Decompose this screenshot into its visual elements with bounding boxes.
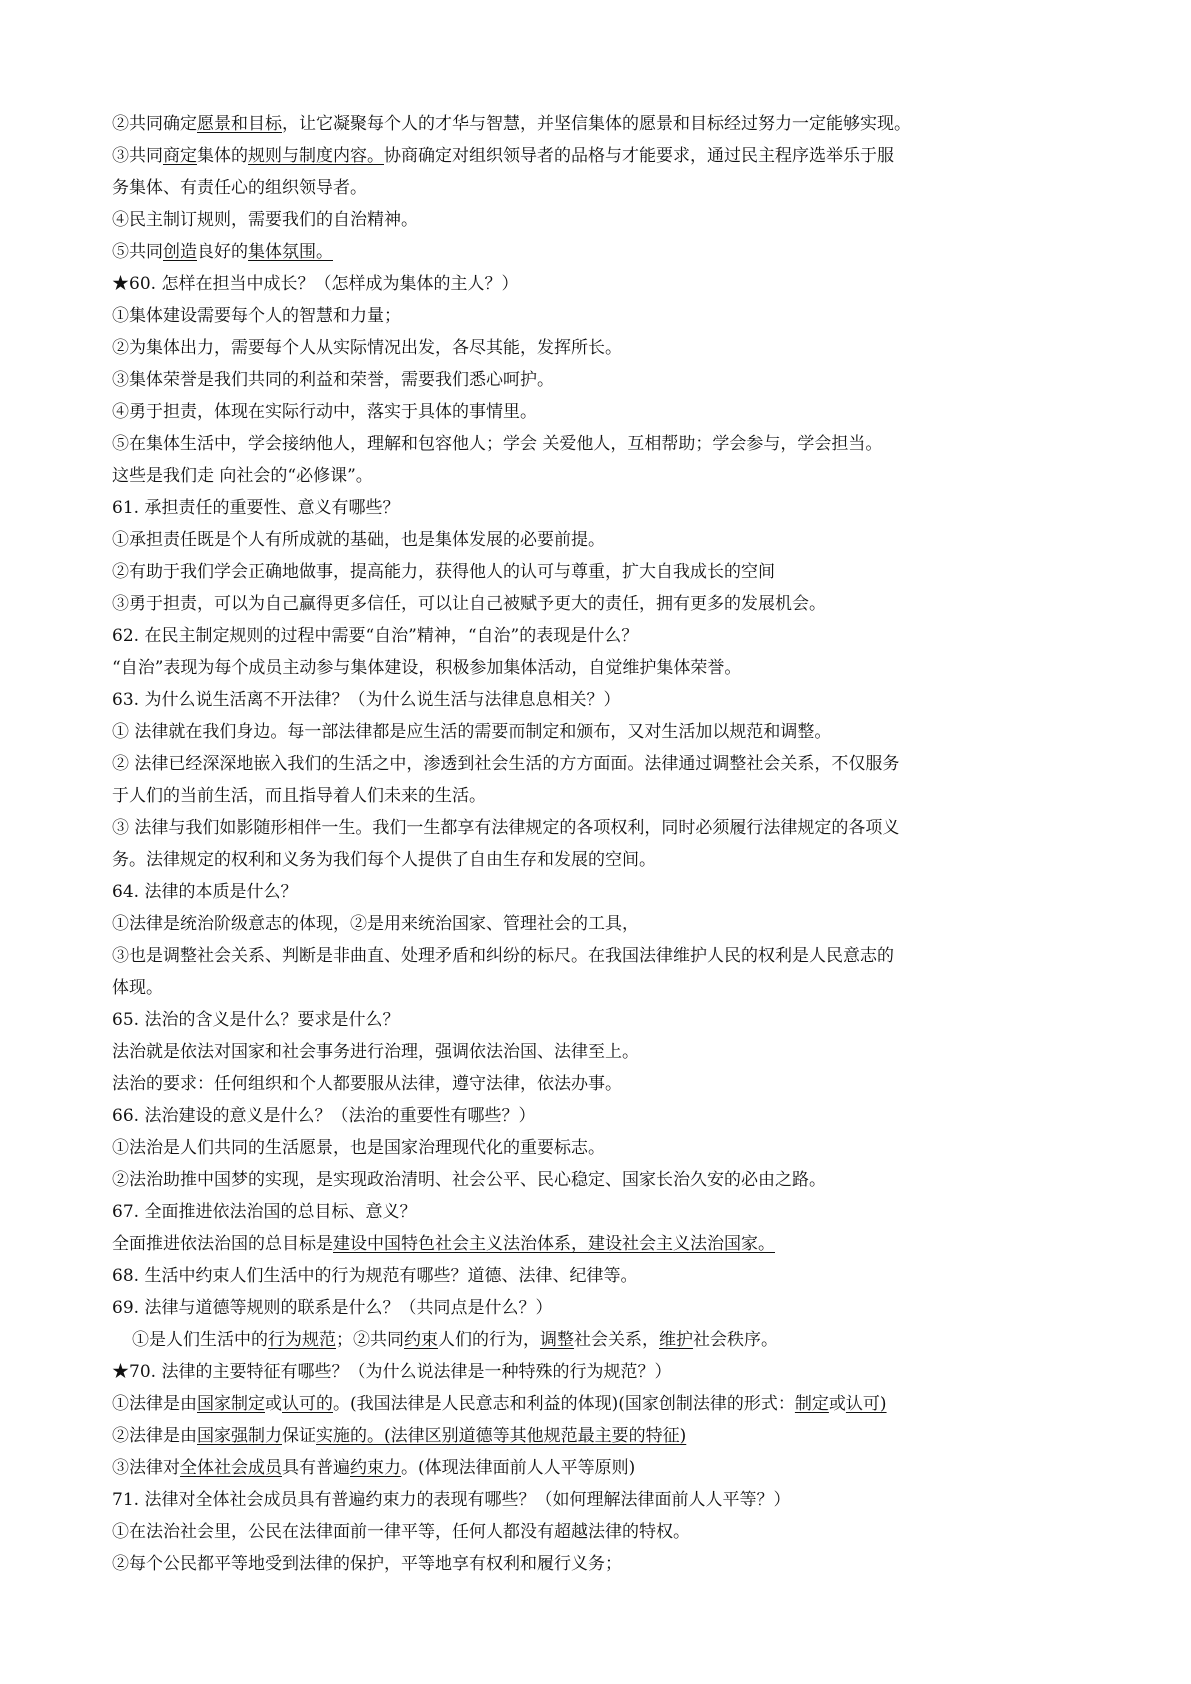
text-line [112, 556, 1092, 588]
text-line [112, 1196, 1092, 1228]
text-line [112, 780, 1092, 812]
text-segment: ① 法律就在我们身边。每一部法律都是应生活的需要而制定和颁布，又对生活加以规范和调整。 [112, 722, 832, 742]
text-segment: ③勇于担责，可以为自己赢得更多信任，可以让自己被赋予更大的责任，拥有更多的发展机会。 [112, 594, 826, 614]
text-segment: 或 [828, 1394, 846, 1414]
text-line [112, 460, 1092, 492]
text-segment: ②法律是由 [112, 1426, 197, 1446]
text-segment: ③集体荣誉是我们共同的利益和荣誉，需要我们悉心呵护。 [112, 370, 554, 390]
text-line [112, 1228, 1092, 1260]
underlined-text: 规则与制度内容。 [248, 146, 384, 166]
text-segment: ①是人们生活中的 [132, 1330, 268, 1350]
text-line [112, 332, 1092, 364]
text-line [112, 684, 1092, 716]
text-segment: ②为集体出力，需要每个人从实际情况出发，各尽其能，发挥所长。 [112, 338, 622, 358]
text-line [112, 1068, 1092, 1100]
text-line [112, 236, 1092, 268]
text-segment: 62. 在民主制定规则的过程中需要“自治”精神，“自治”的表现是什么？ [112, 626, 639, 646]
underlined-text: 创造 [163, 242, 197, 262]
underlined-text: 调整 [540, 1330, 574, 1350]
text-segment: 良好的 [197, 242, 248, 262]
underlined-text: 制定 [794, 1394, 829, 1414]
underlined-text: 行为规范 [268, 1330, 336, 1350]
text-segment: ①法律是统治阶级意志的体现，②是用来统治国家、管理社会的工具， [112, 914, 639, 934]
text-segment: ①集体建设需要每个人的智慧和力量； [112, 306, 401, 326]
underlined-text: 国家强制力 [197, 1426, 282, 1446]
text-segment: 法治的要求：任何组织和个人都要服从法律，遵守法律，依法办事。 [112, 1074, 622, 1094]
underlined-text: 实施的。(法律区别道德等其他规范最主要的特征) [316, 1426, 687, 1446]
text-segment: 务。法律规定的权利和义务为我们每个人提供了自由生存和发展的空间。 [112, 850, 656, 870]
text-line [112, 396, 1092, 428]
text-segment: ③法律对 [112, 1458, 180, 1478]
text-line [112, 108, 1092, 140]
text-line [112, 1132, 1092, 1164]
text-segment: 社会秩序。 [693, 1330, 778, 1350]
text-line [112, 1452, 1092, 1484]
underlined-text: 建设中国特色社会主义法治体系，建设社会主义法治国家。 [333, 1234, 775, 1254]
text-line [112, 140, 1092, 172]
text-segment: 67. 全面推进依法治国的总目标、意义？ [112, 1202, 417, 1222]
text-line [112, 1164, 1092, 1196]
text-segment: ；②共同 [336, 1330, 404, 1350]
text-line [112, 812, 1092, 844]
text-segment: 。(体现法律面前人人平等原则) [401, 1458, 636, 1478]
text-line [112, 716, 1092, 748]
text-line [112, 1484, 1092, 1516]
text-segment: ④民主制订规则，需要我们的自治精神。 [112, 210, 418, 230]
text-segment: ②有助于我们学会正确地做事，提高能力，获得他人的认可与尊重，扩大自我成长的空间 [112, 562, 775, 582]
text-line [112, 364, 1092, 396]
text-segment: 71. 法律对全体社会成员具有普遍约束力的表现有哪些？（如何理解法律面前人人平等？） [112, 1490, 791, 1510]
text-segment: 64. 法律的本质是什么？ [112, 882, 298, 902]
underlined-text: 维护 [659, 1330, 693, 1350]
text-segment: 61. 承担责任的重要性、意义有哪些？ [112, 498, 400, 518]
underlined-text: 约束 [404, 1330, 438, 1350]
text-segment: ③共同 [112, 146, 163, 166]
text-line [112, 1324, 1092, 1356]
text-line [112, 972, 1092, 1004]
text-segment: 。(我国法律是人民意志和利益的体现)(国家创制法律的形式： [333, 1394, 795, 1414]
underlined-text: 商定 [163, 146, 197, 166]
text-line [112, 1100, 1092, 1132]
text-line [112, 940, 1092, 972]
text-segment: 全面推进依法治国的总目标是 [112, 1234, 333, 1254]
underlined-text: 集体氛围。 [248, 242, 333, 262]
text-line [112, 204, 1092, 236]
text-segment: 法治就是依法对国家和社会事务进行治理，强调依法治国、法律至上。 [112, 1042, 639, 1062]
text-line [112, 620, 1092, 652]
text-segment: ②法治助推中国梦的实现，是实现政治清明、社会公平、民心稳定、国家长治久安的必由之路。 [112, 1170, 826, 1190]
text-line [112, 492, 1092, 524]
text-segment: ★60. 怎样在担当中成长？（怎样成为集体的主人？） [112, 274, 519, 294]
text-segment: 社会关系， [574, 1330, 659, 1350]
text-segment: 于人们的当前生活，而且指导着人们未来的生活。 [112, 786, 486, 806]
text-line [112, 1388, 1092, 1420]
text-segment: ④勇于担责，体现在实际行动中，落实于具体的事情里。 [112, 402, 537, 422]
text-segment: ③ 法律与我们如影随形相伴一生。我们一生都享有法律规定的各项权利，同时必须履行法律规定的各项义 [112, 818, 900, 838]
text-segment: ★70. 法律的主要特征有哪些？（为什么说法律是一种特殊的行为规范？） [112, 1362, 672, 1382]
underlined-text: 全体社会成员 [180, 1458, 282, 1478]
text-segment: 66. 法治建设的意义是什么？（法治的重要性有哪些？） [112, 1106, 536, 1126]
text-segment: “自治”表现为每个成员主动参与集体建设，积极参加集体活动，自觉维护集体荣誉。 [112, 658, 742, 678]
text-segment: 务集体、有责任心的组织领导者。 [112, 178, 367, 198]
text-segment: 具有普遍 [282, 1458, 350, 1478]
text-segment: 65. 法治的含义是什么？要求是什么？ [112, 1010, 400, 1030]
text-segment: 68. 生活中约束人们生活中的行为规范有哪些？道德、法律、纪律等。 [112, 1266, 638, 1286]
text-segment: ②共同确定 [112, 114, 197, 134]
text-line [112, 588, 1092, 620]
text-segment: ①在法治社会里，公民在法律面前一律平等，任何人都没有超越法律的特权。 [112, 1522, 690, 1542]
text-segment: ② 法律已经深深地嵌入我们的生活之中，渗透到社会生活的方方面面。法律通过调整社会关系，不仅服务 [112, 754, 900, 774]
document-body [112, 108, 1092, 1580]
underlined-text: 认可的 [282, 1394, 333, 1414]
text-line [112, 1516, 1092, 1548]
text-line [112, 268, 1092, 300]
text-line [112, 876, 1092, 908]
text-line [112, 1356, 1092, 1388]
underlined-text: 愿景和目标 [197, 114, 282, 134]
text-segment: 保证 [282, 1426, 316, 1446]
text-segment: 或 [265, 1394, 282, 1414]
text-segment: ⑤在集体生活中，学会接纳他人，理解和包容他人；学会 关爱他人，互相帮助；学会参与，学会担当。 [112, 434, 883, 454]
text-line [112, 748, 1092, 780]
text-segment: ③也是调整社会关系、判断是非曲直、处理矛盾和纠纷的标尺。在我国法律维护人民的权利是人民意志的 [112, 946, 894, 966]
underlined-text: 国家制定 [197, 1394, 265, 1414]
text-line [112, 524, 1092, 556]
text-segment: ①承担责任既是个人有所成就的基础，也是集体发展的必要前提。 [112, 530, 605, 550]
text-segment: 这些是我们走 向社会的“必修课”。 [112, 466, 373, 486]
underlined-text: 认可) [845, 1394, 887, 1414]
text-line [112, 1036, 1092, 1068]
text-segment: ，让它凝聚每个人的才华与智慧，并坚信集体的愿景和目标经过努力一定能够实现。 [282, 114, 911, 134]
text-segment: 体现。 [112, 978, 163, 998]
text-line [112, 428, 1092, 460]
text-line [112, 844, 1092, 876]
text-line [112, 172, 1092, 204]
text-line [112, 1292, 1092, 1324]
text-line [112, 1420, 1092, 1452]
text-line [112, 1004, 1092, 1036]
text-segment: ⑤共同 [112, 242, 163, 262]
text-segment: 人们的行为， [438, 1330, 540, 1350]
text-line [112, 652, 1092, 684]
underlined-text: 约束力 [350, 1458, 401, 1478]
text-segment: ②每个公民都平等地受到法律的保护，平等地享有权利和履行义务； [112, 1554, 622, 1574]
text-segment: 协商确定对组织领导者的品格与才能要求，通过民主程序选举乐于服 [384, 146, 894, 166]
text-line [112, 908, 1092, 940]
text-segment: 63. 为什么说生活离不开法律？（为什么说生活与法律息息相关？） [112, 690, 621, 710]
text-segment: ①法治是人们共同的生活愿景，也是国家治理现代化的重要标志。 [112, 1138, 605, 1158]
text-line [112, 300, 1092, 332]
text-segment: ①法律是由 [112, 1394, 197, 1414]
text-line [112, 1548, 1092, 1580]
text-segment: 69. 法律与道德等规则的联系是什么？（共同点是什么？） [112, 1298, 553, 1318]
text-line [112, 1260, 1092, 1292]
text-segment: 集体的 [197, 146, 248, 166]
